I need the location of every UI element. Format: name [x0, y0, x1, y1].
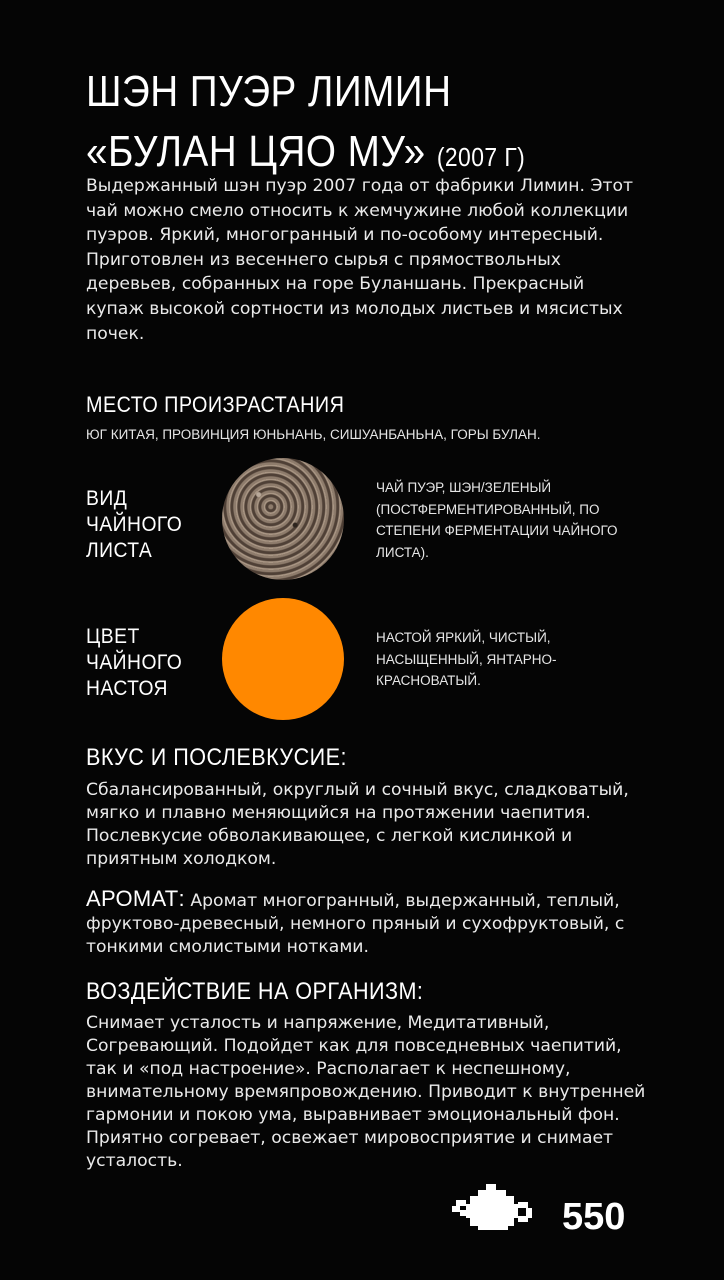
title-year: (2007 Г) [436, 142, 526, 172]
title-line-1: ШЭН ПУЭР ЛИМИН [86, 67, 452, 116]
infusion-color-text: НАСТОЙ ЯРКИЙ, ЧИСТЫЙ, НАСЫЩЕННЫЙ, ЯНТАРНО-КРАСНОВАТЫЙ. [376, 630, 557, 688]
leaf-type-text: ЧАЙ ПУЭР, ШЭН/ЗЕЛЕНЫЙ (ПОСТФЕРМЕНТИРОВАННЫЙ, ПО СТЕПЕНИ ФЕРМЕНТАЦИИ ЧАЙНОГО ЛИСТА). [376, 480, 618, 560]
taste-heading: ВКУС И ПОСЛЕВКУСИЕ: [86, 744, 347, 771]
leaf-type-label: ВИД ЧАЙНОГО ЛИСТА [86, 487, 183, 562]
intro-text: Выдержанный шэн пуэр 2007 года от фабрики Лимин. Этот чай можно смело относить к жемчужине любой коллекции пуэров. Яркий, многогранный и по-особому интересный. Приготовлен из весеннего сырья с прямоствольных деревьев, собранных на горе Буланшань. Прекрасный купаж высокой сортности из молодых листьев и мясистых почек. [86, 176, 633, 344]
infusion-color-swatch [222, 598, 344, 720]
tea-leaf-image [222, 458, 344, 580]
effect-text: Снимает усталость и напряжение, Медитативный, Согревающий. Подойдет как для повседневных чаепитий, так и «под настроение». Располагает к неспешному, внимательному времяпровождению. Приводит к внутренней гармонии и покою ума, выравнивает эмоциональный фон. Приятно согревает, освежает мировосприятие и снимает усталость. [86, 1013, 646, 1171]
price: 550 [562, 1196, 626, 1238]
page-title [86, 62, 702, 187]
aroma-heading: АРОМАТ: [86, 886, 185, 911]
taste-text: Сбалансированный, округлый и сочный вкус, сладковатый, мягко и плавно меняющийся на протяжении чаепития. Послевкусие обволакивающее, с легкой кислинкой и приятным холодком. [86, 780, 629, 869]
aroma-text: Аромат многогранный, выдержанный, теплый, фруктово-древесный, немного пряный и сухофруктовый, с тонкими смолистыми нотками. [86, 891, 625, 957]
effect-heading: ВОЗДЕЙСТВИЕ НА ОРГАНИЗМ: [86, 978, 424, 1005]
title-name: «БУЛАН ЦЯО МУ» [86, 127, 426, 176]
origin-heading: МЕСТО ПРОИЗРАСТАНИЯ [86, 392, 345, 417]
origin-text: ЮГ КИТАЯ, ПРОВИНЦИЯ ЮНЬНАНЬ, СИШУАНБАНЬНА, ГОРЫ БУЛАН. [86, 427, 541, 442]
teapot-icon [452, 1180, 538, 1236]
aroma-block [86, 887, 646, 959]
infusion-color-label: ЦВЕТ ЧАЙНОГО НАСТОЯ [86, 625, 183, 700]
